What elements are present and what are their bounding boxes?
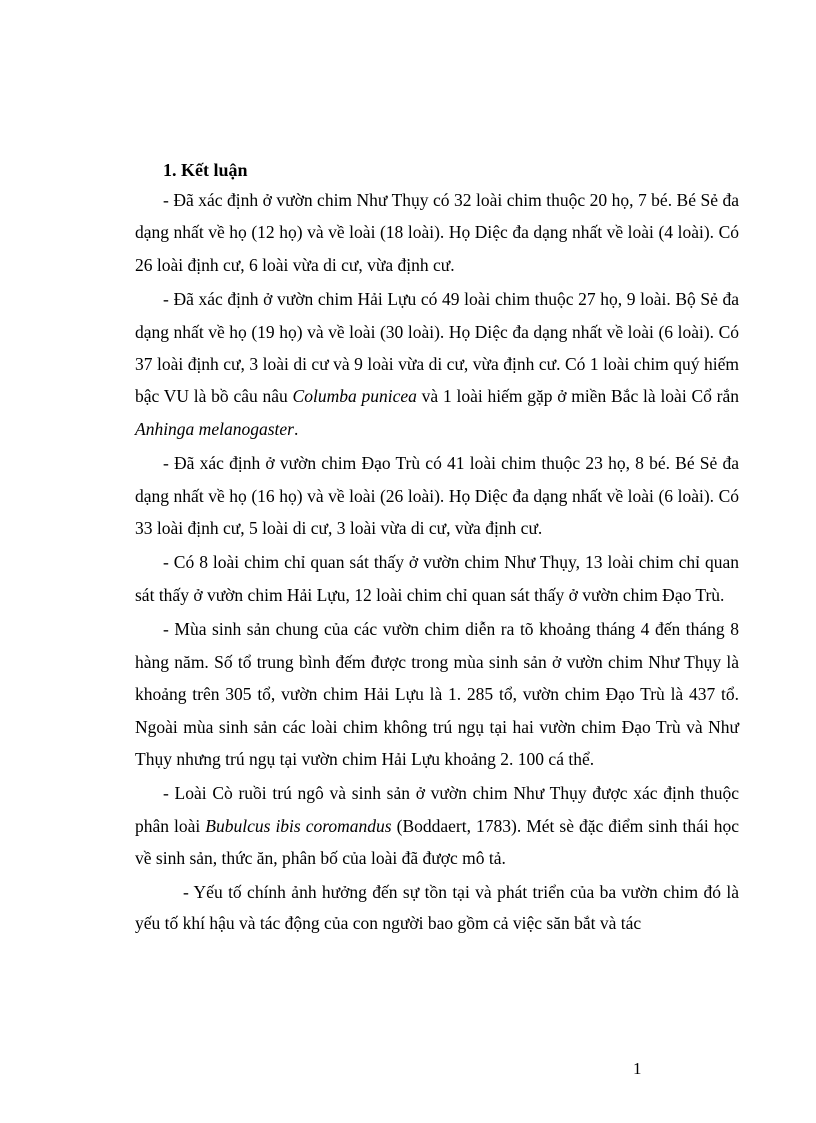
paragraph-nhu-thuy xyxy=(135,184,739,281)
paragraph-text: - Đã xác định ở vườn chim Hải Lựu có 49 loài chim thuộc 27 họ, 9 loài. Bộ Sẻ đa dạng nhất về họ (19 họ) và về loài (30 loài). Họ Diệc đa dạng nhất về loài (6 loài). Có 37 loài định cư, 3 loài di cư và 9 loài vừa di cư, vừa định cư. Có 1 loài chim quý hiếm bậc VU là bồ câu nâu xyxy=(135,289,739,407)
paragraph-main-factors xyxy=(135,877,739,939)
species-name: Anhinga melanogaster xyxy=(135,418,294,439)
paragraph-text: - Mùa sinh sản chung của các vườn chim diễn ra tõ khoảng tháng 4 đến tháng 8 hàng năm. Số tổ trung bình đếm được trong mùa sinh sản ở vườn chim Như Thụy là khoảng trên 305 tổ, vườn chim Hải Lựu là 1. 285 tổ, vườn chim Đạo Trù là 437 tổ. Ngoài mùa sinh sản các loài chim không trú ngụ tại hai vườn chim Đạo Trù và Như Thụy nhưng trú ngụ tại vườn chim Hải Lựu khoảng 2. 100 cá thể. xyxy=(135,619,739,769)
species-name: Bubulcus ibis coromandus xyxy=(205,815,392,836)
species-name: Columba punicea xyxy=(292,386,417,407)
paragraph-hai-luu xyxy=(135,283,739,445)
page-number: 1 xyxy=(633,1059,642,1078)
paragraph-text: . xyxy=(293,418,299,439)
paragraph-text: - Có 8 loài chim chỉ quan sát thấy ở vườn chim Như Thụy, 13 loài chim chỉ quan sát thấy ở vườn chim Hải Lựu, 12 loài chim chỉ quan sát thấy ở vườn chim Đạo Trù. xyxy=(135,552,739,605)
paragraph-text: (Boddaert, 1783). Mét sè đặc điểm sinh thái học về sinh sản, thức ăn, phân bố của loài đã được mô tả. xyxy=(135,815,740,869)
paragraph-breeding-season xyxy=(135,613,739,775)
section-heading: 1. Kết luận xyxy=(163,160,248,180)
paragraph-cattle-egret xyxy=(135,777,739,874)
paragraph-text: và 1 loài hiếm gặp ở miền Bắc là loài Cổ rắn xyxy=(416,386,739,407)
paragraph-dao-tru xyxy=(135,447,739,544)
body-text xyxy=(135,184,739,941)
paragraph-text: - Yếu tố chính ảnh hưởng đến sự tồn tại và phát triển của ba vườn chim đó là yếu tố khí hậu và tác động của con người bao gồm cả việc săn bắt và tác xyxy=(135,881,739,933)
paragraph-unique-species xyxy=(135,546,739,611)
paragraph-text: - Đã xác định ở vườn chim Như Thụy có 32 loài chim thuộc 20 họ, 7 bé. Bé Sẻ đa dạng nhất về họ (12 họ) và về loài (18 loài). Họ Diệc đa dạng nhất về loài (4 loài). Có 26 loài định cư, 6 loài vừa di cư, vừa định cư. xyxy=(135,190,739,275)
paragraph-text: - Đã xác định ở vườn chim Đạo Trù có 41 loài chim thuộc 23 họ, 8 bé. Bé Sẻ đa dạng nhất về họ (16 họ) và về loài (26 loài). Họ Diệc đa dạng nhất về loài (6 loài). Có 33 loài định cư, 5 loài di cư, 3 loài vừa di cư, vừa định cư. xyxy=(135,453,739,539)
paragraph-text: - Loài Cò ruồi trú ngô và sinh sản ở vườn chim Như Thụy được xác định thuộc phân loài xyxy=(135,783,739,836)
